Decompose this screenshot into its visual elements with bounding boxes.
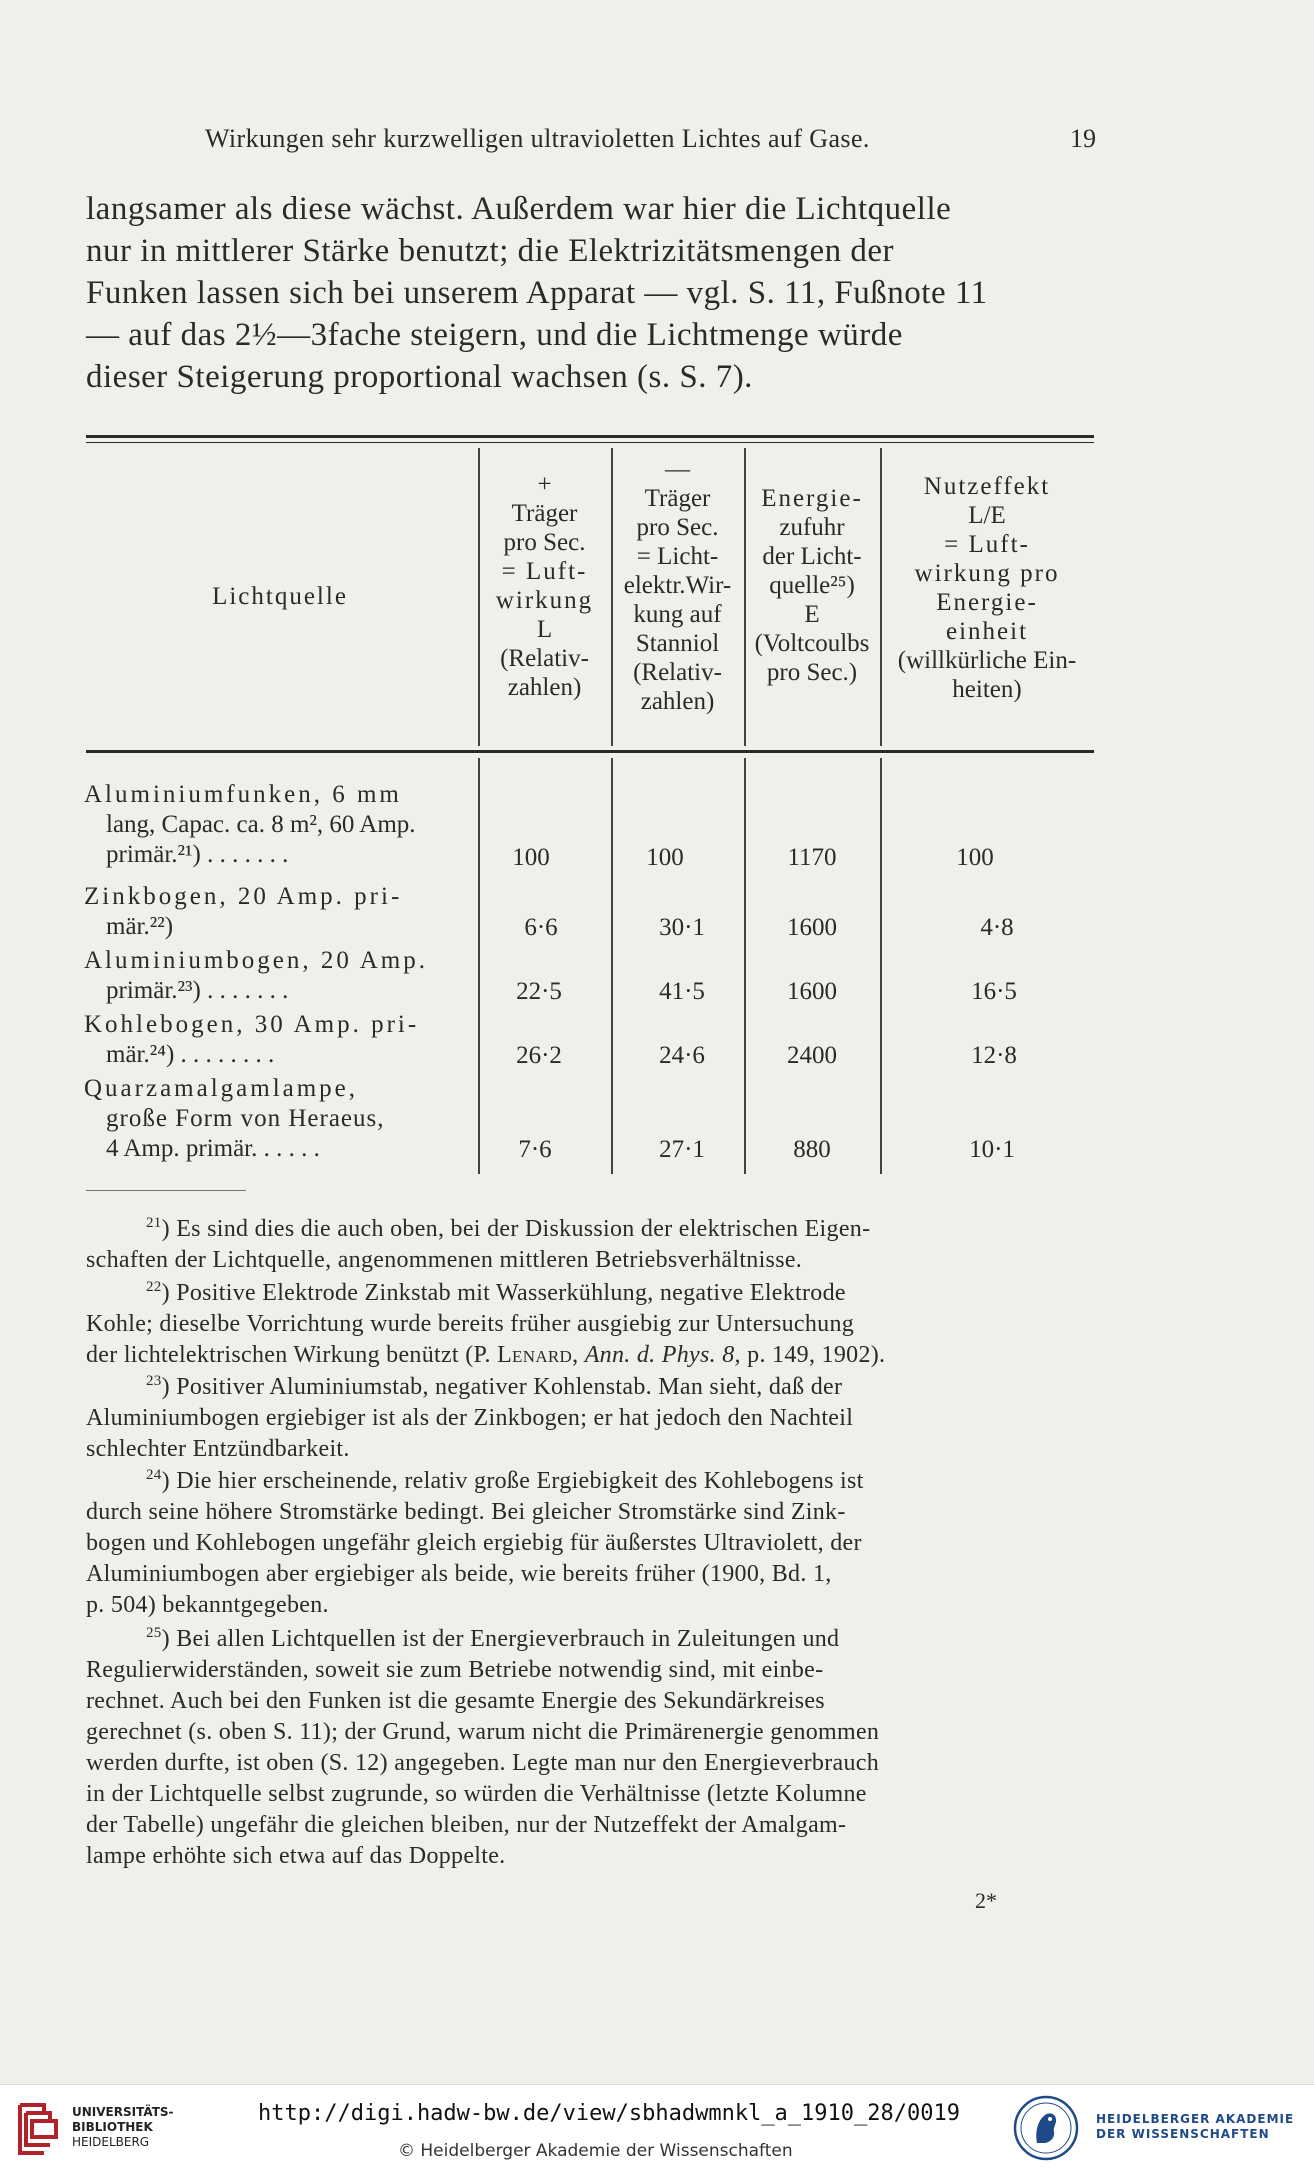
footnote-line: Regulierwiderständen, soweit sie zum Betriebe notwendig sind, mit einbe- <box>86 1657 824 1683</box>
header-line: wirkung pro <box>914 560 1060 587</box>
footnote-line: der Tabelle) ungefähr die gleichen bleiben, nur der Nutzeffekt der Amalgam- <box>86 1812 847 1838</box>
footnote-separator <box>86 1190 246 1191</box>
footnote-line: Aluminiumbogen ergiebiger ist als der Zinkbogen; er hat jedoch den Nachteil <box>86 1405 854 1431</box>
footnote-line: $^{23}$) Positiver Aluminiumstab, negativer Kohlenstab. Man sieht, daß der <box>146 1373 843 1400</box>
cell-minus: 41·5 <box>659 978 705 1005</box>
cell-plus: 7·6 <box>518 1136 552 1163</box>
header-line: L <box>536 616 553 643</box>
header-line: = Licht- <box>636 543 719 570</box>
body-line: nur in mittlerer Stärke benutzt; die Elektrizitätsmengen der <box>86 233 894 269</box>
header-line: (willkürliche Ein- <box>897 647 1077 674</box>
cell-minus: 30·1 <box>659 914 705 941</box>
header-line: = Luft- <box>501 558 588 585</box>
source-line: mär.²²) <box>106 913 174 940</box>
cell-energy: 2400 <box>787 1042 837 1069</box>
footnote-line: Kohle; dieselbe Vorrichtung wurde bereits früher ausgiebig zur Untersuchung <box>86 1311 855 1337</box>
academy-line: DER WISSENSCHAFTEN <box>1096 2127 1270 2141</box>
cell-minus: 100 <box>646 844 684 871</box>
signature-mark: 2* <box>975 1888 997 1913</box>
cell-plus: 22·5 <box>516 978 562 1005</box>
cell-energy: 1170 <box>787 844 837 871</box>
header-line: zahlen) <box>507 674 582 701</box>
footnote-text: , <box>572 1342 585 1368</box>
copyright-notice: © Heidelberger Akademie der Wissenschaften <box>398 2141 793 2161</box>
academy-name <box>1096 2112 1294 2142</box>
footnote-24 <box>86 1466 1088 1621</box>
library-line: HEIDELBERG <box>72 2135 150 2149</box>
header-line: kung auf <box>633 601 722 628</box>
footnote-22 <box>86 1278 1088 1371</box>
source-line: Quarzamalgamlampe, <box>84 1075 359 1102</box>
footnote-mark: 23 <box>146 1373 162 1389</box>
header-minus-carrier <box>611 455 744 716</box>
header-line: Energie- <box>761 485 863 512</box>
table-top-rule <box>86 435 1094 438</box>
footnote-line: $^{25}$) Bei allen Lichtquellen ist der Energieverbrauch in Zuleitungen und <box>146 1625 840 1652</box>
footnote-mark: 22 <box>146 1279 162 1295</box>
body-paragraph <box>86 188 1096 398</box>
footnote-line: werden durfte, ist oben (S. 12) angegeben. Legte man nur den Energieverbrauch <box>86 1750 880 1776</box>
body-line: Funken lassen sich bei unserem Apparat — vgl. S. 11, Fußnote 11 <box>86 275 988 311</box>
header-line: wirkung <box>495 587 594 614</box>
source-line: Zinkbogen, 20 Amp. pri- <box>84 883 403 910</box>
header-line: E <box>804 601 820 628</box>
column-divider <box>880 758 882 1174</box>
footnote-text: Positive Elektrode Zinkstab mit Wasserkühlung, negative Elektrode <box>176 1280 846 1306</box>
cell-effect: 10·1 <box>969 1136 1015 1163</box>
header-line: Energie- <box>936 589 1038 616</box>
footnote-mark: 25 <box>146 1625 162 1641</box>
journal-name: Ann. d. Phys. <box>584 1342 716 1368</box>
header-line: zufuhr <box>779 514 845 541</box>
row-source <box>84 1074 385 1164</box>
cell-effect: 16·5 <box>971 978 1017 1005</box>
footnote-line: schlechter Entzündbarkeit. <box>86 1436 350 1462</box>
footnote-text: p. 149, 1902). <box>740 1342 886 1368</box>
cell-plus: 26·2 <box>516 1042 562 1069</box>
source-line: 4 Amp. primär. . . . . . <box>106 1135 320 1162</box>
footnote-line <box>86 1340 1088 1371</box>
footnote-25 <box>86 1624 1088 1872</box>
running-title: Wirkungen sehr kurzwelligen ultravioletten Lichtes auf Gase. <box>205 124 870 153</box>
cell-energy: 1600 <box>787 914 837 941</box>
footnote-line: $^{21}$) Es sind dies die auch oben, bei der Diskussion der elektrischen Eigen- <box>146 1215 871 1242</box>
source-line: Aluminiumfunken, 6 mm <box>84 781 402 808</box>
footnote-21 <box>86 1214 1088 1276</box>
cell-minus: 24·6 <box>659 1042 705 1069</box>
university-library-name <box>72 2105 174 2150</box>
header-line: (Voltcoulbs <box>754 630 870 657</box>
cell-plus: 6·6 <box>524 914 558 941</box>
header-line: Nutzeffekt <box>923 473 1051 500</box>
source-line: primär.²¹) . . . . . . . <box>106 841 289 868</box>
header-line: zahlen) <box>640 688 715 715</box>
page-number: 19 <box>1070 124 1096 153</box>
header-line: Träger <box>644 485 711 512</box>
row-source <box>84 780 416 870</box>
cell-effect: 100 <box>956 844 994 871</box>
header-line: (Relativ- <box>633 659 722 686</box>
header-line: pro Sec. <box>503 529 586 556</box>
header-energy <box>744 484 880 687</box>
footnote-text: Es sind dies die auch oben, bei der Diskussion der elektrischen Eigen- <box>176 1216 871 1242</box>
source-line: Kohlebogen, 30 Amp. pri- <box>84 1011 420 1038</box>
footnote-line: $^{22}$) Positive Elektrode Zinkstab mit Wasserkühlung, negative Elektrode <box>146 1279 846 1306</box>
header-line: Träger <box>511 500 578 527</box>
header-effect <box>880 472 1094 704</box>
footnote-text: Bei allen Lichtquellen ist der Energieverbrauch in Zuleitungen und <box>176 1626 840 1652</box>
academy-seal-icon[interactable] <box>1013 2095 1079 2161</box>
body-line: dieser Steigerung proportional wachsen (s. S. 7). <box>86 359 753 395</box>
footnote-line: p. 504) bekanntgegeben. <box>86 1592 329 1618</box>
footnote-line: schaften der Lichtquelle, angenommenen mittleren Betriebsverhältnisse. <box>86 1247 803 1273</box>
library-line: BIBLIOTHEK <box>72 2120 153 2134</box>
cell-effect: 4·8 <box>980 914 1014 941</box>
footnote-line: bogen und Kohlebogen ungefähr gleich ergiebig für äußerstes Ultraviolett, der <box>86 1530 862 1556</box>
table-top-rule-thin <box>86 442 1094 443</box>
row-source <box>84 882 402 942</box>
footnote-line: $^{24}$) Die hier erscheinende, relativ große Ergiebigkeit des Kohlebogens ist <box>146 1467 864 1494</box>
header-line: + <box>537 471 552 498</box>
header-line: — <box>665 456 690 483</box>
footnote-line: durch seine höhere Stromstärke bedingt. Bei gleicher Stromstärke sind Zink- <box>86 1499 846 1525</box>
cell-plus: 100 <box>512 844 550 871</box>
library-line: UNIVERSITÄTS- <box>72 2105 174 2119</box>
cell-energy: 880 <box>793 1136 831 1163</box>
source-line: Aluminiumbogen, 20 Amp. <box>84 947 428 974</box>
author-name: Lenard <box>497 1342 573 1368</box>
column-divider <box>478 758 480 1174</box>
journal-volume: 8, <box>715 1342 741 1368</box>
footnote-text: Positiver Aluminiumstab, negativer Kohlenstab. Man sieht, daß der <box>176 1374 843 1400</box>
header-line: der Licht- <box>762 543 862 570</box>
header-line: L/E <box>968 502 1006 529</box>
header-line: heiten) <box>952 676 1022 703</box>
cell-effect: 12·8 <box>971 1042 1017 1069</box>
header-line: = Luft- <box>944 531 1030 558</box>
footnote-23 <box>86 1372 1088 1465</box>
body-line: langsamer als diese wächst. Außerdem war hier die Lichtquelle <box>86 191 952 227</box>
source-line: große Form von Heraeus, <box>106 1105 385 1132</box>
footnote-line: in der Lichtquelle selbst zugrunde, so würden die Verhältnisse (letzte Kolumne <box>86 1781 867 1807</box>
header-bottom-rule <box>86 750 1094 753</box>
body-line: — auf das 2½—3fache steigern, und die Lichtmenge würde <box>86 317 903 353</box>
source-line: lang, Capac. ca. 8 m², 60 Amp. <box>106 811 416 838</box>
footnote-line: Aluminiumbogen aber ergiebiger als beide, wie bereits früher (1900, Bd. 1, <box>86 1561 832 1587</box>
header-line: pro Sec.) <box>766 659 858 686</box>
header-line: elektr.Wir- <box>623 572 732 599</box>
footnote-text: der lichtelektrischen Wirkung benützt (P. <box>86 1342 498 1368</box>
header-source: Lichtquelle <box>212 583 348 610</box>
header-line: einheit <box>945 618 1029 645</box>
footnote-line: lampe erhöhte sich etwa auf das Doppelte. <box>86 1843 506 1869</box>
column-divider <box>744 758 746 1174</box>
footnote-line: gerechnet (s. oben S. 11); der Grund, warum nicht die Primärenergie genommen <box>86 1719 880 1745</box>
footnote-line: rechnet. Auch bei den Funken ist die gesamte Energie des Sekundärkreises <box>86 1688 825 1714</box>
viewer-footer <box>0 2084 1314 2173</box>
university-library-logo-icon[interactable] <box>14 2097 66 2161</box>
permalink-url[interactable]: http://digi.hadw-bw.de/view/sbhadwmnkl_a_1910_28/0019 <box>258 2101 960 2126</box>
header-line: Stanniol <box>635 630 720 657</box>
column-divider <box>611 758 613 1174</box>
row-source <box>84 946 428 1006</box>
source-line: primär.²³) . . . . . . . <box>106 977 289 1004</box>
footnote-mark: 21 <box>146 1215 162 1231</box>
footnote-text: Die hier erscheinende, relativ große Ergiebigkeit des Kohlebogens ist <box>176 1468 864 1494</box>
cell-energy: 1600 <box>787 978 837 1005</box>
cell-minus: 27·1 <box>659 1136 705 1163</box>
header-line: pro Sec. <box>636 514 719 541</box>
header-line: (Relativ- <box>500 645 589 672</box>
header-line: quelle²⁵) <box>769 572 855 599</box>
source-line: mär.²⁴) . . . . . . . . <box>106 1041 275 1068</box>
header-plus-carrier <box>478 470 611 702</box>
footnote-mark: 24 <box>146 1467 162 1483</box>
academy-line: HEIDELBERGER AKADEMIE <box>1096 2112 1295 2126</box>
row-source <box>84 1010 419 1070</box>
